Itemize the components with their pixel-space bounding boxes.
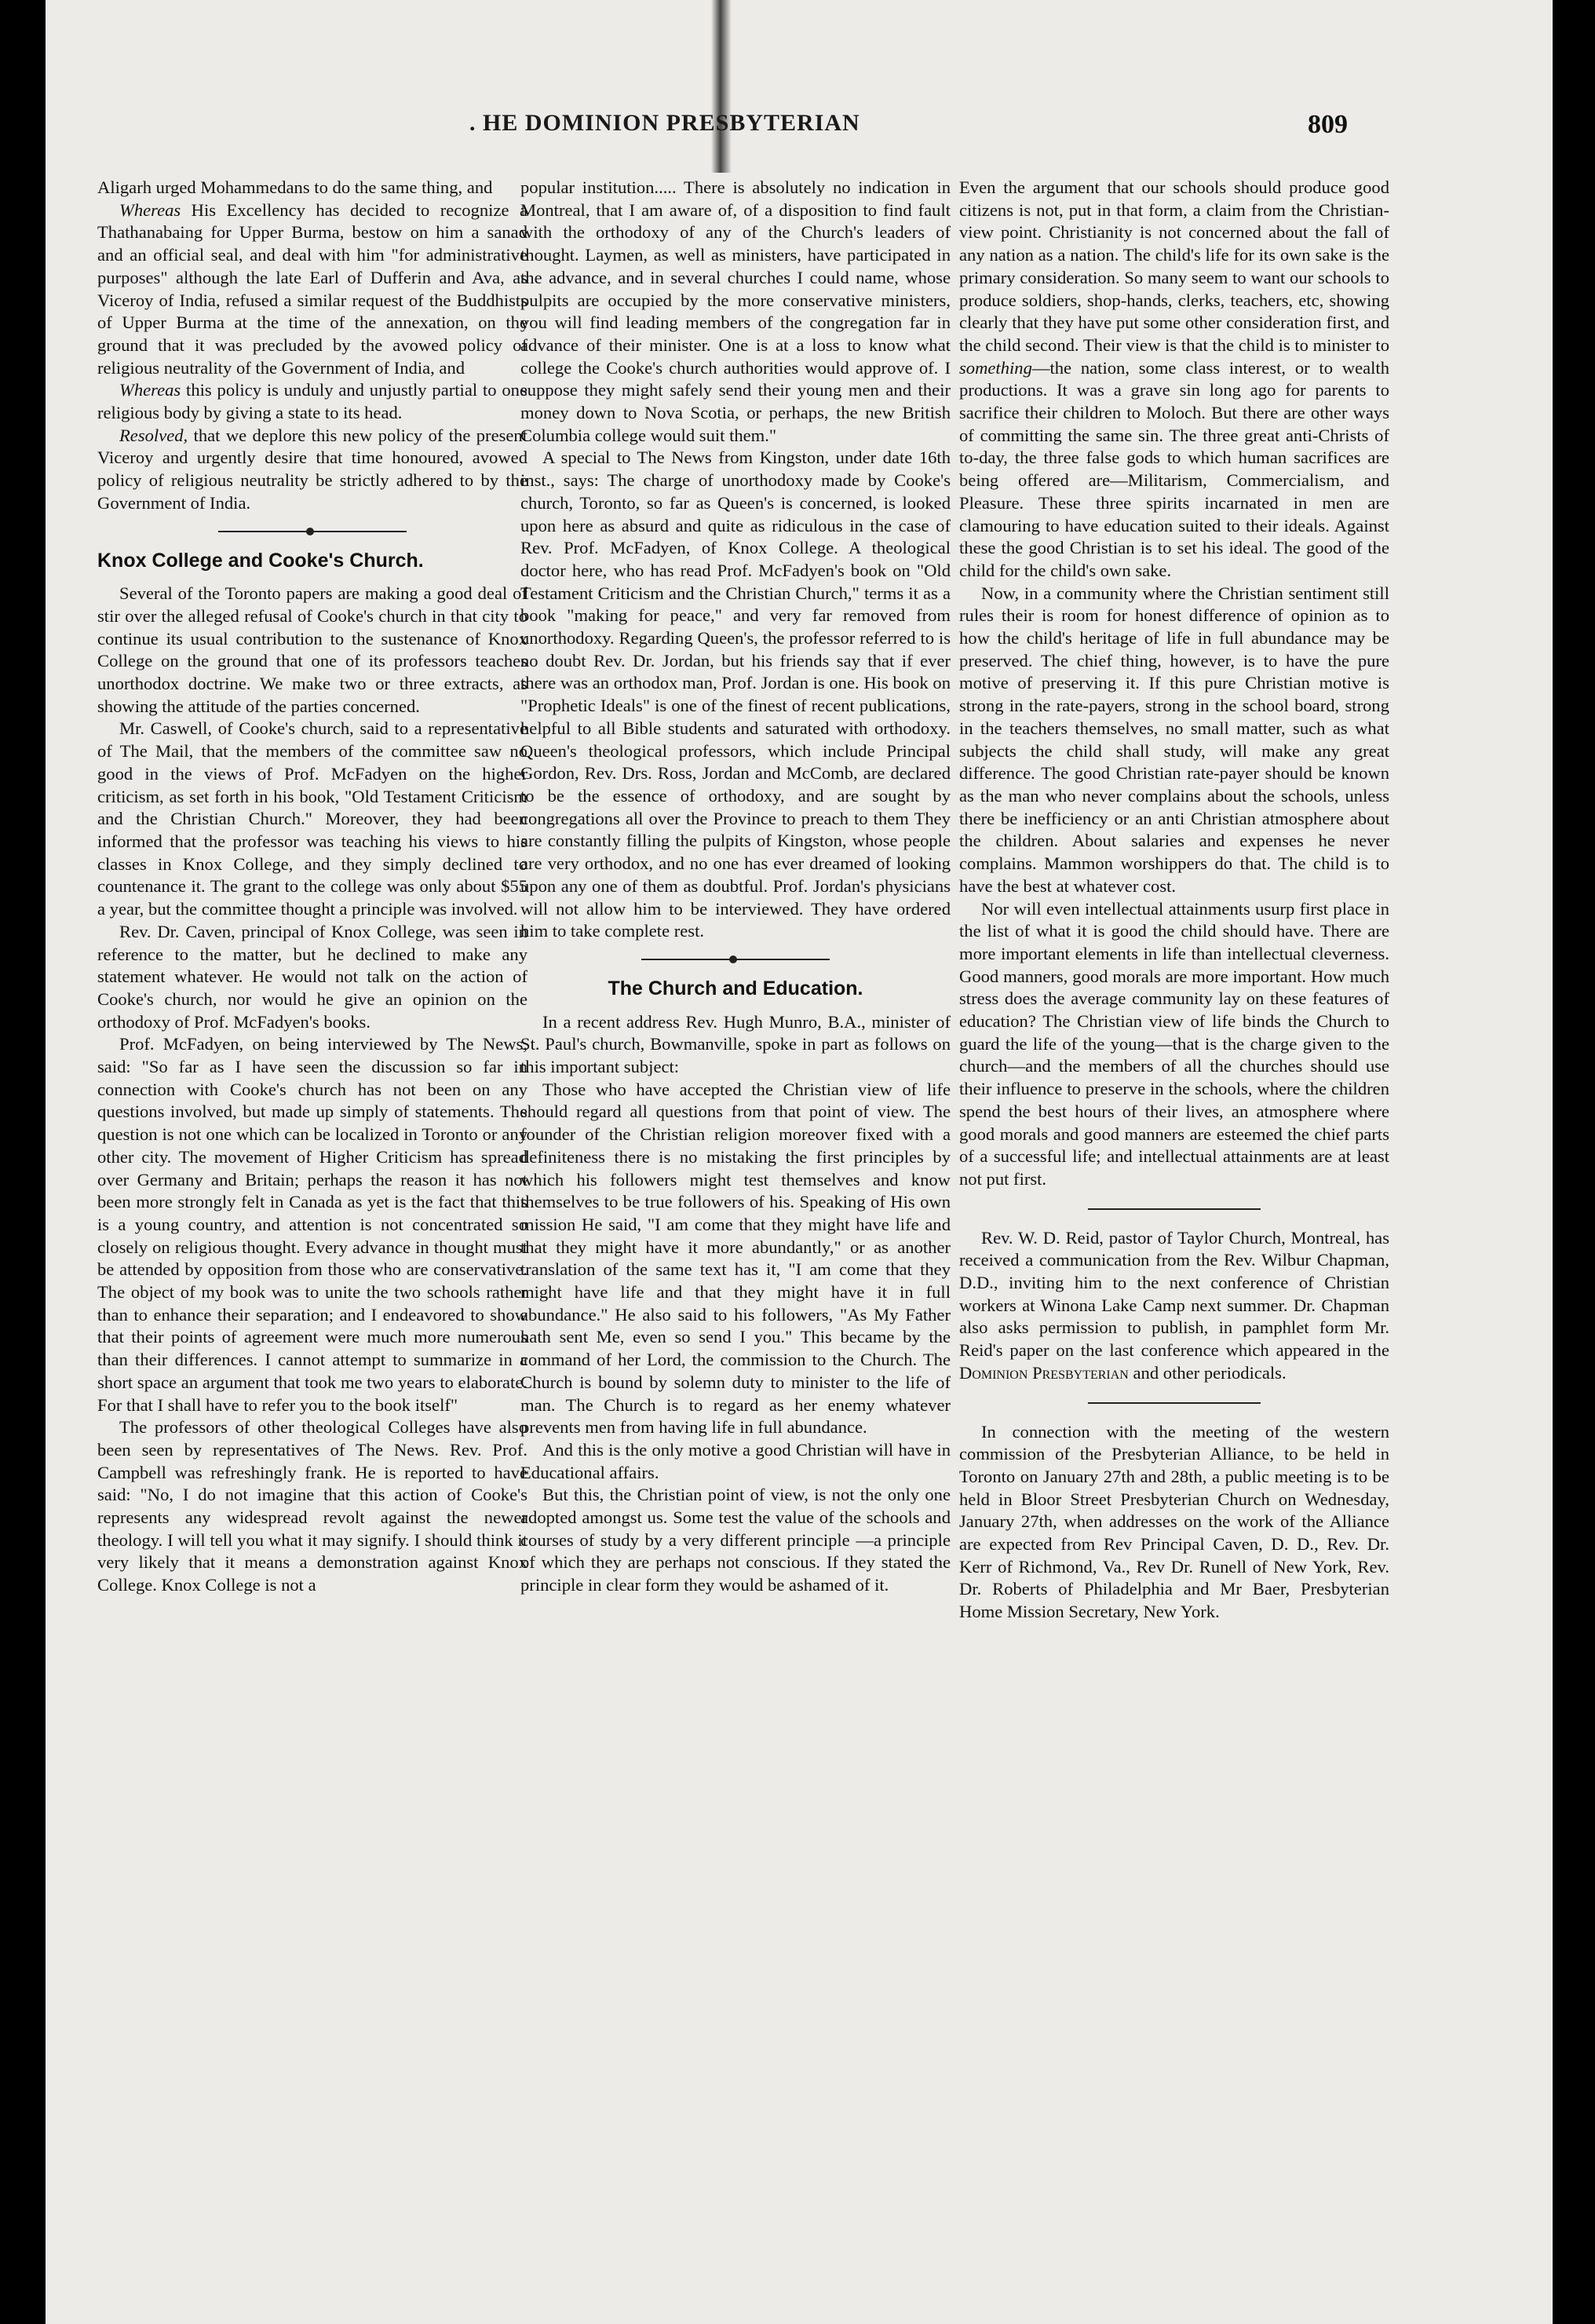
paragraph-text: Rev. W. D. Reid, pastor of Taylor Church, Montreal, has received a communication from the Rev. Wilbur Chapman, D.D., inviting him to the next conference of Christian workers at Winona Lake Camp next summer. Dr. Chapman also asks permission to publish, in pamphlet form Mr. Reid's paper on the last conference which appeared in the: [959, 1227, 1389, 1361]
paragraph: Those who have accepted the Christian view of life should regard all questions from that point of view. The founder of the Christian religion moreover fixed with a definiteness there is no mistaking the first principles by which his followers might test themselves and know themselves to be true followers of his. Speaking of His own mission He said, "I am come that they might have life and that they might have it more abundantly," or as another translation of the same text has it, "I am come that they might have life and that they might have it in full abundance." He also said to his followers, "As My Father hath sent Me, even so send I you." This became by the command of her Lord, the commission to the Church. The Church is bound by solemn duty to minister to the life of man. The Church is to regard as her enemy whatever prevents men from having life in full abundance.: [520, 1079, 951, 1438]
paragraph-text: His Excellency has decided to recognize a Thathanabaing for Upper Burma, bestow on him a sanad and an official seal, and deal with him "for administrative purposes" although the late Earl of Dufferin and Ava, as Viceroy of India, refused a similar request of the Buddhists of Upper Burma at the time of the annexation, on the ground that it was precluded by the avowed policy of religious neutrality of the Government of India, and: [97, 199, 527, 378]
paragraph-text: —the nation, some class interest, or to wealth productions. It was a grave sin long ago for parents to sacrifice their children to Moloch. But there are other ways of committing the same sin. The three great anti-Christs of to-day, the three false gods to which human sacrifices are being offered are—Militarism, Commercialism, and Pleasure. These three spirits incarnated in men are clamouring to have education suited to their ideals. Against these the good Christian is to set his ideal. The good of the child for the child's own sake.: [959, 357, 1389, 580]
paragraph: [959, 177, 1389, 583]
whereas-lead: Whereas: [119, 199, 181, 220]
column-3: [959, 177, 1389, 1624]
section-rule: [1088, 1402, 1261, 1404]
newspaper-page: [46, 0, 1553, 2324]
paragraph: A special to The News from Kingston, under date 16th inst., says: The charge of unorthodoxy made by Cooke's church, Toronto, so far as Queen's is concerned, is looked upon here as absurd and quite as ridiculous in the case of Rev. Prof. McFadyen, of Knox College. A theological doctor here, who has read Prof. McFadyen's book on "Old Testament Criticism and the Christian Church," terms it as a book "making for peace," and very far removed from unorthodoxy. Regarding Queen's, the professor referred to is no doubt Rev. Dr. Jordan, but his friends say that if ever there was an orthodox man, Prof. Jordan is one. His book on "Prophetic Ideals" is one of the finest of recent publications, helpful to all Bible students and saturated with orthodoxy. Queen's theological professors, which include Principal Gordon, Rev. Drs. Ross, Jordan and McComb, are declared to be the essence of orthodoxy, and are sought by congregations all over the Province to preach to them They are constantly filling the pulpits of Kingston, whose people are very orthodox, and no one has ever dreamed of looking upon any one of them as doubtful. Prof. Jordan's physicians will not allow him to be interviewed. They have ordered him to take complete rest.: [520, 448, 951, 941]
paragraph: [959, 1227, 1389, 1385]
article-heading: Knox College and Cooke's Church.: [97, 549, 424, 572]
paragraph-text: this policy is unduly and unjustly partial to one religious body by giving a state to its head.: [97, 380, 527, 423]
section-divider: [641, 956, 830, 963]
paragraph-text: that we deplore this new policy of the present Viceroy and urgently desire that time honoured, avowed policy of religious neutrality be strictly adhered to by the Government of India.: [97, 425, 527, 513]
paragraph: Mr. Caswell, of Cooke's church, said to a representative of The Mail, that the members of the committee saw no good in the views of Prof. McFadyen on the higher criticism, as set forth in his book, "Old Testament Criticism and the Christian Church." Moreover, they had been informed that the professor was teaching his views to his classes in Knox College, and they simply declined to countenance it. The grant to the college was only about $55 a year, but the committee thought a principle was involved.: [97, 718, 527, 919]
paragraph: And this is the only motive a good Christian will have in Educational affairs.: [520, 1439, 951, 1482]
paragraph: Aligarh urged Mohammedans to do the same thing, and: [97, 177, 493, 197]
paragraph: [97, 199, 527, 380]
whereas-lead: Whereas: [119, 380, 181, 400]
section-rule: [1088, 1208, 1261, 1210]
resolved-lead: Resolved,: [119, 425, 188, 445]
emphasis: something: [959, 357, 1032, 378]
paragraph: Prof. McFadyen, on being interviewed by The News, said: "So far as I have seen the discussion so far in connection with Cooke's church has not been on any questions involved, but made up simply of statements. The question is not one which can be localized in Toronto or any other city. The movement of Higher Criticism has spread over Germany and Britain; perhaps the reason it has not been more strongly felt in Canada as yet is the fact that this is a young country, and attention is not concentrated so closely on religious thought. Every advance in thought must be attended by opposition from those who are conservative. The object of my book was to unite the two schools rather than to enhance their separation; and I endeavored to show that their points of agreement were much more numerous than their differences. I cannot attempt to summarize in a short space an argument that took me two years to elaborate. For that I shall have to refer you to the book itself": [97, 1034, 527, 1415]
publication-name: Dominion Presbyterian: [959, 1362, 1129, 1383]
running-header: . HE DOMINION PRESBYTERIAN: [469, 110, 860, 136]
paragraph-text: and other periodicals.: [1128, 1362, 1287, 1383]
section-divider: [218, 528, 407, 535]
paragraph: But this, the Christian point of view, is not the only one adopted amongst us. Some test the value of the schools and courses of study by a very different principle —a principle of which they are perhaps not conscious. If they stated the principle in clear form they would be ashamed of it.: [520, 1485, 951, 1595]
paragraph: The professors of other theological Colleges have also been seen by representatives of The News. Rev. Prof. Campbell was refreshingly frank. He is reported to have said: "No, I do not imagine that this action of Cooke's represents any widespread revolt against the newer theology. I will tell you what it may signify. I should think it very likely that it means a demonstration against Knox College. Knox College is not a: [97, 1417, 527, 1595]
article-heading: The Church and Education.: [608, 977, 863, 999]
paragraph: In a recent address Rev. Hugh Munro, B.A., minister of St. Paul's church, Bowmanville, spoke in part as follows on this important subject:: [520, 1011, 951, 1077]
paper-tear: [711, 0, 732, 173]
column-1: [97, 177, 527, 1597]
paragraph: Nor will even intellectual attainments usurp first place in the list of what it is good the child should have. There are more important elements in life than intellectual cleverness. Good manners, good morals are more important. How much stress does the average community lay on these features of education? The Christian view of life binds the Church to guard the life of the young—that is the charge given to the church—and the members of all the churches should use their influence to preserve in the schools, where the children spend the best hours of their lives, an atmosphere where good morals and good manners are esteemed the chief parts of a successful life; and intellectual attainments are at least not put first.: [959, 898, 1389, 1189]
paragraph: Rev. Dr. Caven, principal of Knox College, was seen in reference to the matter, but he declined to make any statement whatever. He would not talk on the action of Cooke's church, nor would he give an opinion on the orthodoxy of Prof. McFadyen's books.: [97, 921, 527, 1032]
paragraph: [97, 425, 527, 515]
page-number: 809: [1308, 110, 1348, 139]
paragraph: Now, in a community where the Christian sentiment still rules their is room for honest difference of opinion as to how the child's heritage of life in full abundance may be preserved. The chief thing, however, is to have the pure motive of preserving it. If this pure Christian motive is strong in the rate-payers, strong in the school board, strong in the teachers themselves, no small matter, such as what subjects the child shall study, will make any great difference. The good Christian rate-payer should be known as the man who never complains about the schools, unless there be inefficiency or an anti Christian atmosphere about the children. About salaries and expenses he never complains. Mammon worshippers do that. The child is to have the best at whatever cost.: [959, 583, 1389, 896]
column-2: [520, 177, 951, 1597]
paragraph: popular institution..... There is absolutely no indication in Montreal, that I am aware of, of a disposition to find fault with the orthodoxy of any of the Church's leaders of thought. Laymen, as well as ministers, have participated in the advance, and in several churches I could name, whose pulpits are occupied by the more conservative ministers, you will find leading members of the congregation far in advance of their minister. One is at a loss to know what college the Cooke's church authorities would approve of. I suppose they might safely send their young men and their money down to Nova Scotia, or perhaps, the new British Columbia college would suit them.": [520, 177, 951, 445]
paragraph: In connection with the meeting of the western commission of the Presbyterian Alliance, to be held in Toronto on January 27th and 28th, a public meeting is to be held in Bloor Street Presbyterian Church on Wednesday, January 27th, when addresses on the work of the Alliance are expected from Rev Principal Caven, D. D., Rev. Dr. Kerr of Richmond, Va., Rev Dr. Runell of New York, Rev. Dr. Roberts of Philadelphia and Mr Baer, Presbyterian Home Mission Secretary, New York.: [959, 1421, 1389, 1622]
paragraph: [97, 379, 527, 424]
paragraph: Several of the Toronto papers are making a good deal of stir over the alleged refusal of Cooke's church in that city to continue its usual contribution to the sustenance of Knox College on the ground that one of its professors teaches unorthodox doctrine. We make two or three extracts, as showing the attitude of the parties concerned.: [97, 583, 527, 716]
paragraph-text: Even the argument that our schools should produce good citizens is not, put in that form, a claim from the Christian-view point. Christianity is not concerned about the fall of any nation as a nation. The child's life for its own sake is the primary consideration. So many seem to want our schools to produce soldiers, shop-hands, clerks, teachers, etc, showing clearly that they have put some other consideration first, and the child second. Their view is that the child is to minister to: [959, 177, 1389, 355]
